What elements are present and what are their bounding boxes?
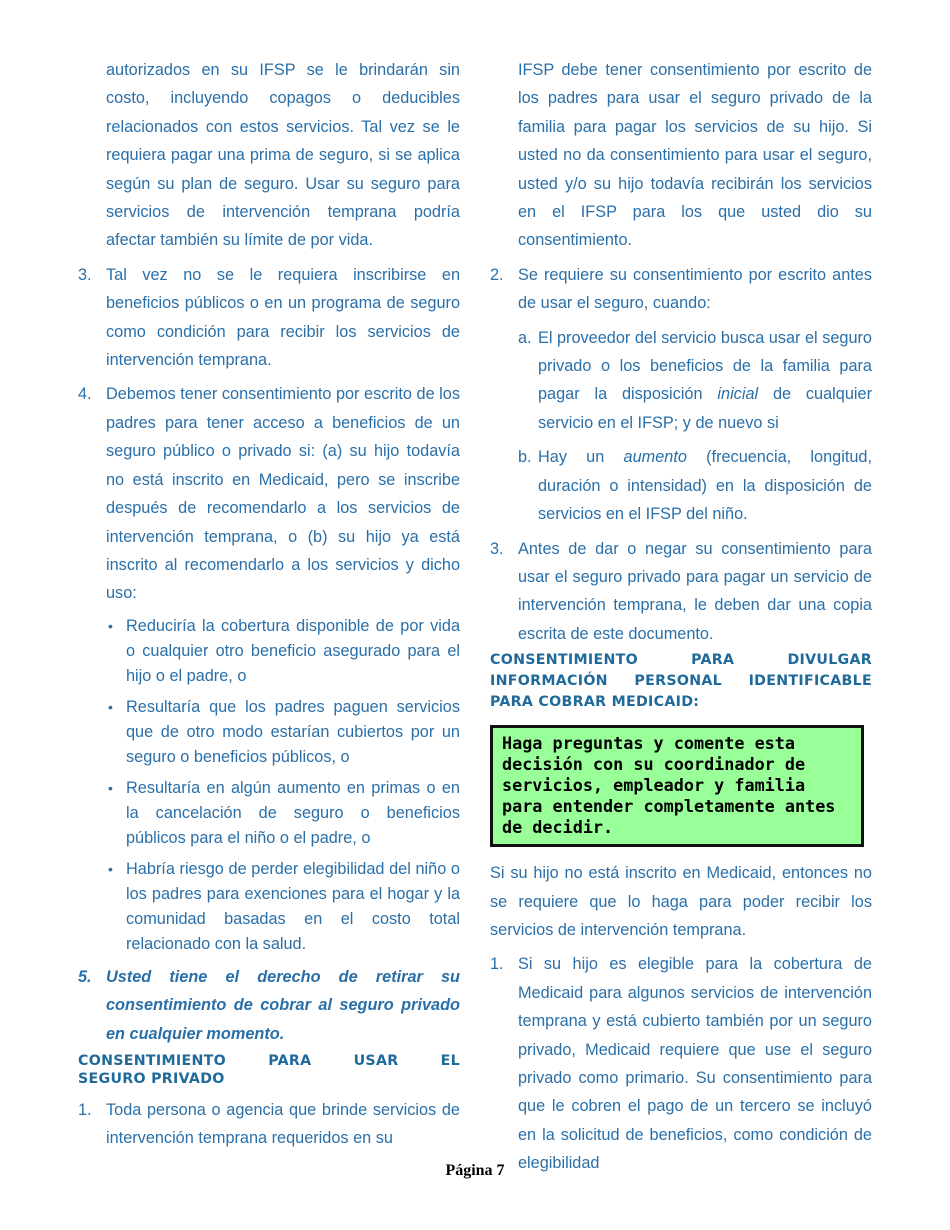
bullet-text: Habría riesgo de perder elegibilidad del niño o los padres para exenciones para el hogar y la comunidad basadas en el costo total relacionado con la salud. — [126, 859, 460, 953]
heading-line: CONSENTIMIENTO PARA USAR EL — [78, 1052, 460, 1069]
callout-text: Haga preguntas y comente esta decisión con su coordinador de servicios, empleador y familia para entender completamente antes de decidir. — [502, 733, 836, 838]
bullet-list — [106, 614, 460, 957]
bullet-dot: • — [108, 779, 113, 796]
heading-line: INFORMACIÓN PERSONAL IDENTIFICABLE — [490, 673, 872, 690]
list-number: 3. — [490, 539, 504, 558]
list-item-text: Antes de dar o negar su consentimiento para usar el seguro privado para pagar un servicio de intervención temprana, le deben dar una copia escrita de este documento. — [518, 539, 872, 643]
page-number: Página 7 — [445, 1162, 505, 1179]
heading-line: CONSENTIMIENTO PARA DIVULGAR — [490, 652, 872, 669]
right-column — [490, 56, 872, 1184]
list-item-text: Tal vez no se le requiera inscribirse en beneficios públicos o en un programa de seguro como condición para recibir los servicios de intervención temprana. — [106, 265, 460, 370]
list-number: 3. — [78, 265, 92, 284]
sub-item-b — [518, 443, 872, 528]
sub-item-text: Hay un aumento (frecuencia, longitud, duración o intensidad) en la disposición de servicios en el IFSP del niño. — [538, 448, 872, 524]
list-item-2 — [490, 261, 872, 318]
list-item-3 — [490, 535, 872, 649]
bullet-dot: • — [108, 860, 113, 877]
list-item-text: Se requiere su consentimiento por escrito antes de usar el seguro, cuando: — [518, 265, 872, 313]
list-number: 2. — [490, 265, 504, 284]
list-item-text: Usted tiene el derecho de retirar su consentimiento de cobrar al seguro privado en cualquier momento. — [106, 967, 460, 1043]
list-item-1 — [78, 1096, 460, 1153]
bullet-item — [106, 776, 460, 851]
sub-item-text: El proveedor del servicio busca usar el seguro privado o los beneficios de la familia para pagar la disposición inicial de cualquier servicio en el IFSP; y de nuevo si — [538, 328, 872, 432]
list-item-text: Debemos tener consentimiento por escrito de los padres para tener acceso a beneficios de un seguro público o privado si: (a) su hijo todavía no está inscrito en Medicaid, pero se inscribe después de recomendarlo a los servicios de intervención temprana, o (b) su hijo ya está inscrito al recomendarlo a los servicios y dicho uso: — [106, 385, 460, 603]
emphasis-text: aumento — [623, 448, 687, 467]
list-number: 1. — [490, 955, 504, 974]
sub-list — [490, 324, 872, 529]
bullet-text: Reduciría la cobertura disponible de por vida o cualquier otro beneficio asegurado para el hijo o el padre, o — [126, 616, 460, 685]
emphasis-text: inicial — [717, 385, 759, 404]
bullet-text: Resultaría que los padres paguen servicios que de otro modo estarían cubiertos por un seguro o beneficios públicos, o — [126, 697, 460, 766]
list-item-5 — [78, 963, 460, 1048]
list-number: 1. — [78, 1100, 92, 1119]
sub-item-a — [518, 324, 872, 438]
list-item-1 — [490, 950, 872, 1177]
heading-line: SEGURO PRIVADO — [78, 1070, 225, 1087]
bullet-item — [106, 614, 460, 689]
section-heading-medicaid — [490, 650, 872, 713]
bullet-item — [106, 857, 460, 957]
heading-line: PARA COBRAR MEDICAID: — [490, 694, 700, 711]
sub-letter: a. — [518, 328, 532, 347]
bullet-text: Resultaría en algún aumento en primas o en la cancelación de seguro o beneficios públicos para el niño o el padre, o — [126, 778, 460, 847]
list-item-4 — [78, 380, 460, 607]
bullet-dot: • — [108, 698, 113, 715]
bullet-dot: • — [108, 617, 113, 634]
right-continuation-paragraph: IFSP debe tener consentimiento por escrito de los padres para usar el seguro privado de la familia para pagar los servicios de su hijo. Si usted no da consentimiento para usar el seguro, usted y/o su hijo todavía recibirán los servicios en el IFSP para los que usted dio su consentimiento. — [518, 61, 872, 250]
list-number: 4. — [78, 385, 92, 404]
left-column — [78, 56, 460, 1159]
list-item-text: Toda persona o agencia que brinde servicios de intervención temprana requeridos en su — [106, 1100, 460, 1148]
bullet-item — [106, 695, 460, 770]
section-heading-private-insurance — [78, 1052, 460, 1088]
sub-letter: b. — [518, 448, 532, 467]
left-continuation-paragraph: autorizados en su IFSP se le brindarán sin costo, incluyendo copagos o deducibles relacionados con estos servicios. Tal vez se le requiera pagar una prima de seguro, si se aplica según su plan de seguro. Usar su seguro para servicios de intervención temprana podría afectar también su límite de por vida. — [106, 61, 460, 250]
list-number: 5. — [78, 967, 92, 986]
medicaid-paragraph: Si su hijo no está inscrito en Medicaid, entonces no se requiere que lo haga para poder recibir los servicios de intervención temprana. — [490, 864, 872, 939]
callout-box — [490, 725, 864, 847]
list-item-3 — [78, 261, 460, 375]
list-item-text: Si su hijo es elegible para la cobertura de Medicaid para algunos servicios de intervención temprana y está cubierto también por un seguro privado, Medicaid requiere que use el seguro privado como primario. Su consentimiento para que le cobren el pago de un tercero se incluyó en la solicitud de beneficios, como condición de elegibilidad — [518, 955, 872, 1173]
